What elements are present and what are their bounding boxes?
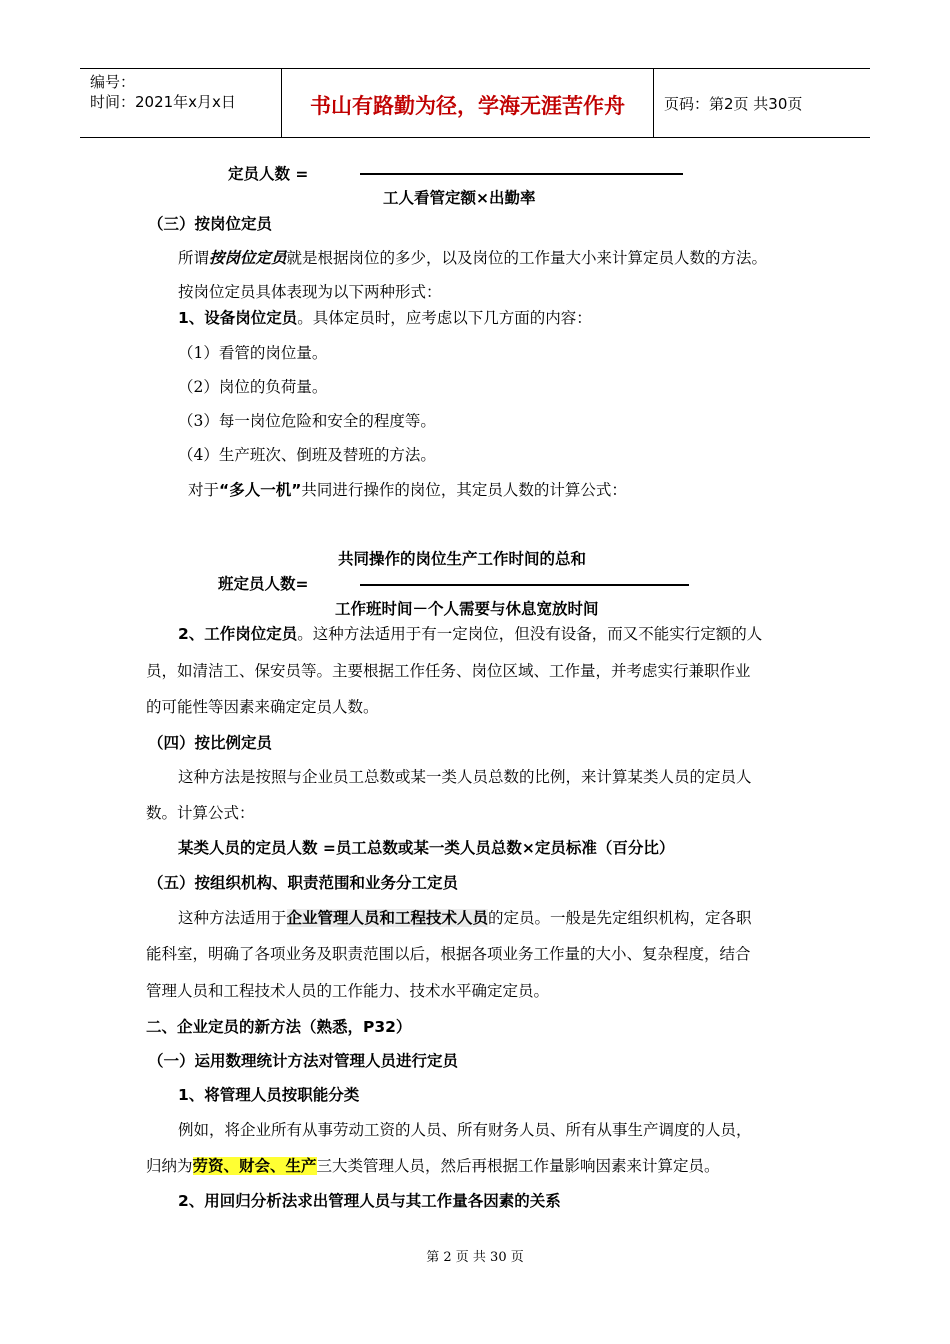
term-three-categories: 劳资、财会、生产: [192, 1157, 317, 1175]
part2-step1: 1、将管理人员按职能分类: [178, 1086, 360, 1104]
formula2-numerator: 共同操作的岗位生产工作时间的总和: [338, 550, 587, 568]
part2-sub1: （一）运用数理统计方法对管理人员进行定员: [148, 1052, 459, 1070]
point-1: （1）看管的岗位量。: [178, 344, 328, 362]
header-page-info: 页码：第2页 共30页: [664, 94, 803, 113]
header-number-label: 编号：: [90, 73, 136, 91]
page-header: [80, 68, 870, 138]
section4-line1: 这种方法是按照与企业员工总数或某一类人员总数的比例，来计算某类人员的定员人: [178, 768, 752, 786]
formula2-fraction-bar: [360, 584, 689, 586]
section3-forms: 按岗位定员具体表现为以下两种形式：: [178, 283, 442, 301]
formula1-fraction-bar: [360, 173, 683, 175]
section5-line1: 这种方法适用于企业管理人员和工程技术人员的定员。一般是先定组织机构，定各职: [178, 909, 752, 927]
section3-item2-line3: 的可能性等因素来确定定员人数。: [146, 698, 379, 716]
section3-multi: 对于“多人一机”共同进行操作的岗位，其定员人数的计算公式：: [188, 481, 627, 499]
point-2: （2）岗位的负荷量。: [178, 378, 328, 396]
header-time-label: 时间：2021年x月x日: [90, 93, 236, 111]
section4-formula: 某类人员的定员人数 =员工总数或某一类人员总数×定员标准（百分比）: [178, 839, 675, 857]
header-motto: 书山有路勤为径，学海无涯苦作舟: [282, 69, 654, 137]
section3-item2: 2、工作岗位定员。这种方法适用于有一定岗位，但没有设备，而又不能实行定额的人: [178, 625, 763, 643]
part2-heading: 二、企业定员的新方法（熟悉，P32）: [146, 1018, 412, 1036]
formula2-denominator: 工作班时间－个人需要与休息宽放时间: [335, 600, 599, 618]
formula2-lhs: 班定员人数=: [218, 575, 309, 593]
point-4: （4）生产班次、倒班及替班的方法。: [178, 446, 436, 464]
term-managers: 企业管理人员和工程技术人员: [286, 909, 489, 927]
section3-item2-line2: 员，如清洁工、保安员等。主要根据工作任务、岗位区域、工作量，并考虑实行兼职作业: [146, 662, 751, 680]
part2-example-line2: 归纳为劳资、财会、生产三大类管理人员，然后再根据工作量影响因素来计算定员。: [146, 1157, 720, 1175]
section4-heading: （四）按比例定员: [148, 734, 273, 752]
page-footer: 第 2 页 共 30 页: [426, 1250, 524, 1265]
section5-heading: （五）按组织机构、职责范围和业务分工定员: [148, 874, 459, 892]
section5-line2: 能科室，明确了各项业务及职责范围以后，根据各项业务工作量的大小、复杂程度，结合: [146, 945, 751, 963]
point-3: （3）每一岗位危险和安全的程度等。: [178, 412, 436, 430]
section3-heading: （三）按岗位定员: [148, 215, 273, 233]
section4-line2: 数。计算公式：: [146, 804, 255, 822]
part2-step2: 2、用回归分析法求出管理人员与其工作量各因素的关系: [178, 1192, 561, 1210]
section3-item1: 1、设备岗位定员。具体定员时，应考虑以下几方面的内容：: [178, 309, 592, 327]
part2-example-line1: 例如，将企业所有从事劳动工资的人员、所有财务人员、所有从事生产调度的人员，: [178, 1121, 752, 1139]
formula1-lhs: 定员人数 =: [228, 165, 309, 183]
section3-intro: 所谓按岗位定员就是根据岗位的多少，以及岗位的工作量大小来计算定员人数的方法。: [178, 249, 768, 267]
term-post-based: 按岗位定员: [209, 249, 287, 267]
header-meta: [80, 69, 282, 137]
section5-line3: 管理人员和工程技术人员的工作能力、技术水平确定定员。: [146, 982, 550, 1000]
formula1-denominator: 工人看管定额×出勤率: [383, 189, 536, 207]
